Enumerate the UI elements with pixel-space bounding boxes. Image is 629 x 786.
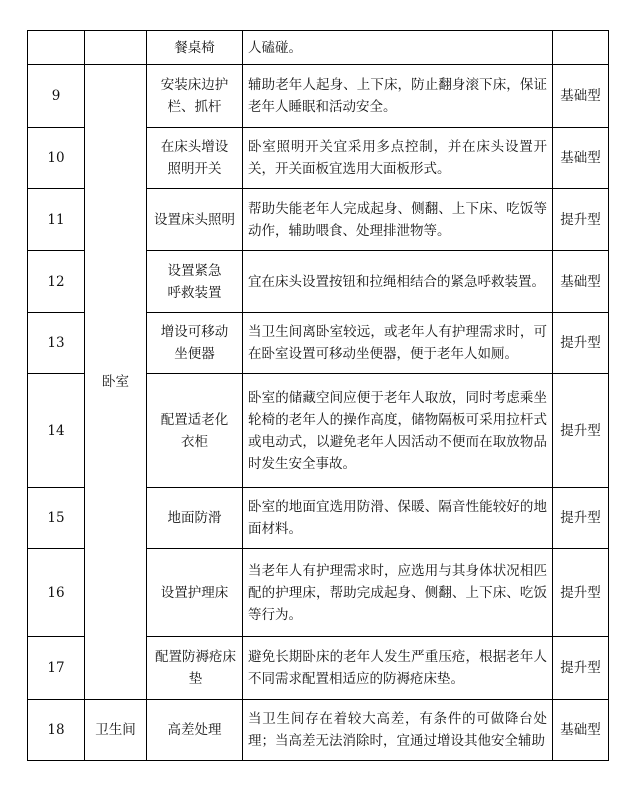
description-cell: 当老年人有护理需求时，应选用与其身体状况相匹配的护理床，帮助完成起身、侧翻、上下床、吃饭等行为。 (243, 549, 553, 637)
number-cell: 13 (28, 313, 85, 374)
item-text: 配置适老化衣柜 (160, 411, 229, 450)
number-cell: 17 (28, 637, 85, 700)
number-cell: 12 (28, 251, 85, 313)
item-cell (147, 488, 243, 549)
item-text: 在床头增设照明开关 (160, 139, 229, 177)
item-cell (147, 374, 243, 488)
item-cell (147, 128, 243, 189)
item-cell (147, 637, 243, 700)
description-cell: 宜在床头设置按钮和拉绳相结合的紧急呼救装置。 (243, 251, 553, 313)
item-cell (147, 549, 243, 637)
description-cell: 人磕碰。 (243, 31, 553, 65)
table-row (28, 700, 609, 761)
item-cell (147, 251, 243, 313)
room-cell (85, 31, 147, 65)
item-text: 高差处理 (167, 722, 222, 738)
type-cell: 基础型 (553, 251, 609, 313)
number-cell: 11 (28, 189, 85, 251)
type-cell: 基础型 (553, 65, 609, 128)
type-cell: 基础型 (553, 128, 609, 189)
description-cell: 帮助失能老年人完成起身、侧翻、上下床、吃饭等动作，辅助喂食、处理排泄物等。 (243, 189, 553, 251)
type-cell: 提升型 (553, 313, 609, 374)
type-cell (553, 31, 609, 65)
item-text: 安装床边护栏、抓杆 (160, 77, 229, 115)
description-cell: 当卫生间离卧室较远，或老年人有护理需求时，可在卧室设置可移动坐便器，便于老年人如厕。 (243, 313, 553, 374)
description-cell: 卧室的储藏空间应便于老年人取放，同时考虑乘坐轮椅的老年人的操作高度，储物隔板可采用拉杆式或电动式，以避免老年人因活动不便而在取放物品时发生安全事故。 (243, 374, 553, 488)
number-cell: 16 (28, 549, 85, 637)
number-cell: 10 (28, 128, 85, 189)
room-cell-bathroom: 卫生间 (85, 700, 147, 761)
item-text: 设置床头照明 (154, 211, 235, 228)
number-cell (28, 31, 85, 65)
description-cell: 卧室照明开关宜采用多点控制，并在床头设置开关，开关面板宜选用大面板形式。 (243, 128, 553, 189)
description-cell: 当卫生间存在着较大高差，有条件的可做降台处理；当高差无法消除时，宜通过增设其他安全辅助 (243, 700, 553, 761)
item-text: 设置紧急呼救装置 (167, 262, 222, 301)
type-cell: 提升型 (553, 488, 609, 549)
item-cell (147, 189, 243, 251)
number-cell: 14 (28, 374, 85, 488)
description-cell: 卧室的地面宜选用防滑、保暖、隔音性能较好的地面材料。 (243, 488, 553, 549)
number-cell: 15 (28, 488, 85, 549)
renovation-table (27, 30, 609, 761)
table-row (28, 65, 609, 128)
description-cell: 避免长期卧床的老年人发生严重压疮，根据老年人不同需求配置相适应的防褥疮床垫。 (243, 637, 553, 700)
number-cell: 18 (28, 700, 85, 761)
number-cell: 9 (28, 65, 85, 128)
item-cell: 餐桌椅 (147, 31, 243, 65)
type-cell: 基础型 (553, 700, 609, 761)
item-text: 增设可移动坐便器 (160, 324, 229, 362)
item-text: 设置护理床 (160, 584, 229, 601)
type-cell: 提升型 (553, 549, 609, 637)
description-cell: 辅助老年人起身、上下床，防止翻身滚下床，保证老年人睡眠和活动安全。 (243, 65, 553, 128)
type-cell: 提升型 (553, 189, 609, 251)
item-text: 配置防褥疮床垫 (155, 649, 236, 687)
item-cell (147, 65, 243, 128)
item-text: 地面防滑 (167, 510, 222, 526)
item-cell (147, 700, 243, 761)
item-cell (147, 313, 243, 374)
type-cell: 提升型 (553, 637, 609, 700)
room-cell-bedroom: 卧室 (85, 65, 147, 700)
type-cell: 提升型 (553, 374, 609, 488)
table-row (28, 31, 609, 65)
